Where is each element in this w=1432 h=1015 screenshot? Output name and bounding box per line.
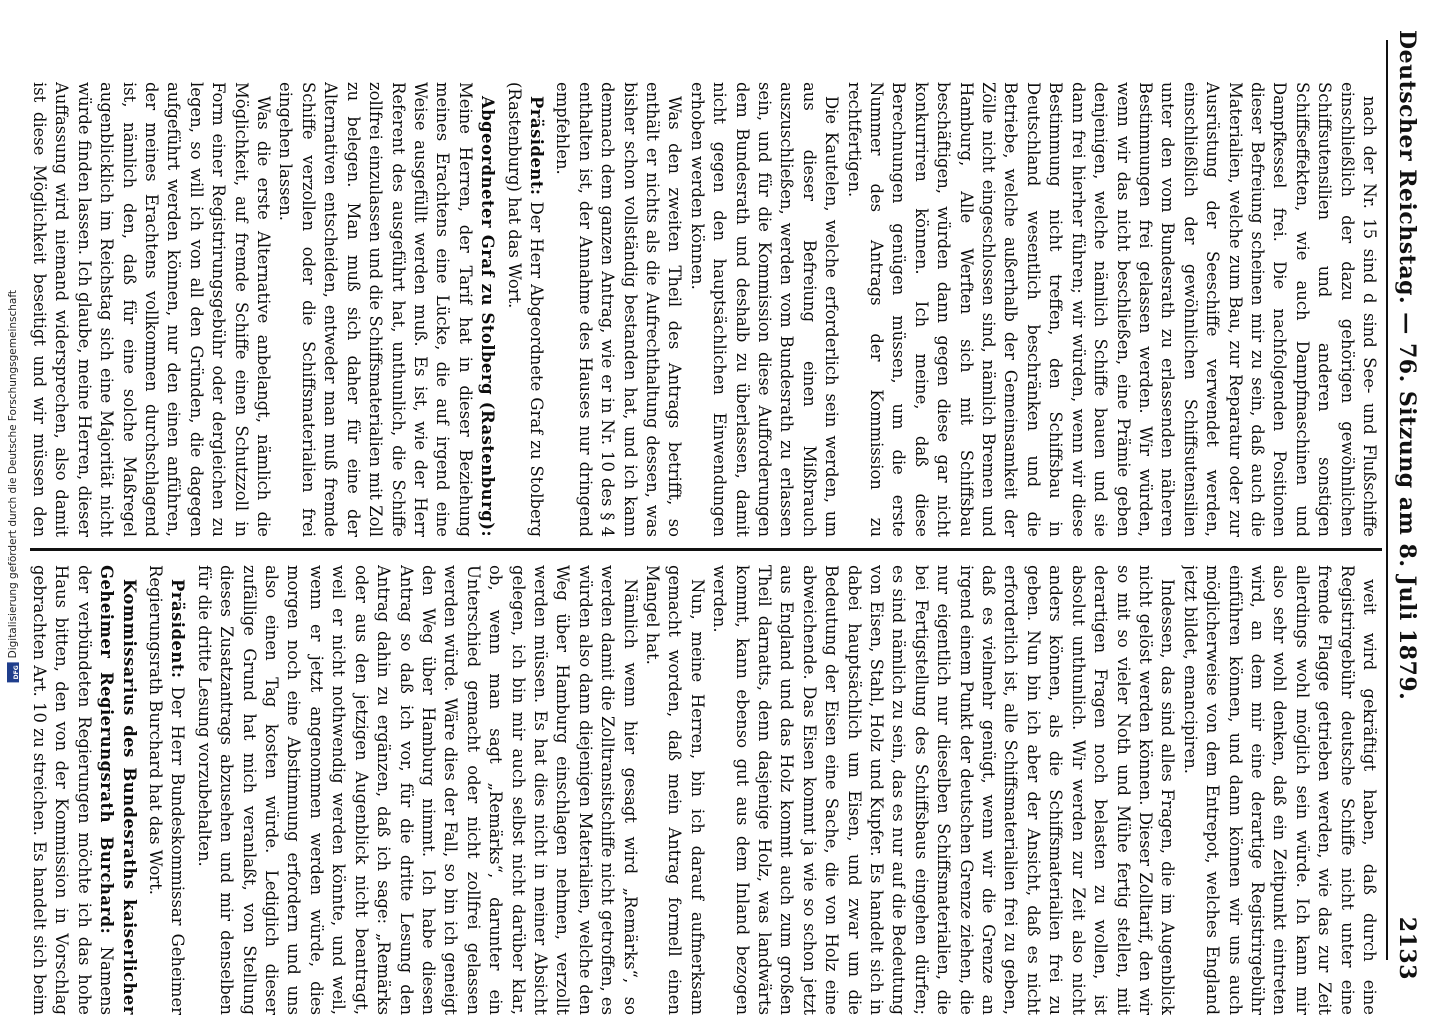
speaker-paragraph bbox=[144, 565, 189, 1015]
credit-text: Digitalisierung gefördert durch die Deutsche Forschungsgemeinschaft bbox=[7, 290, 19, 659]
speech-text: Der Herr Bundeskommissar Geheimer Regierungsrath Burchard hat das Wort. bbox=[146, 565, 188, 1015]
paragraph: Indessen, das sind alles Fragen, die im Augenblick nicht gelöst werden können. Dieser Zolltarif, den wir so mit so vieler Noth und Mühe fertig stellen, mit derartigen Fragen noch belasten zu wollen, ist absolut unthunlich. Wir werden zur Zeit also nicht anders können, als die Schiffsmaterialien frei zu geben. Nun bin ich aber der Ansicht, daß es nicht erforderlich ist, alle Schiffsmaterialien frei zu geben, daß es vielmehr genügt, wenn wir die Grenze an irgend einem Punkt der deutschen Grenze ziehen, die nur eigentlich nur dieselben Schiffsmaterialien, die bei Fertigstellung des Schiffsbaus eingehen dürfen; es sind nämlich zu sein, das es nur auf die Bedeutung von Eisen, Stahl, Holz und Kupfer. Es handelt sich in dabei hauptsächlich um Eisen, und zwar um die Bedeutung der Eisen eine Sache, die von Holz eine abweichende. Das Eisen kommt ja wie so schon jetzt aus England und das Holz kommt auch zum großen Theil darnatts, denn dasjenige Holz, was landwärts kommt, kann ebenso gut aus dem Inland bezogen werden. bbox=[710, 565, 1178, 1015]
digitization-credit bbox=[4, 290, 22, 682]
speaker-paragraph bbox=[274, 82, 498, 537]
speech-text: Namens der verbündeten Regierungen möchte ich das hohe Haus bitten, den von der Kommission in Vorschlag gebrachten Art. 10 zu streichen. Es handelt sich beim bbox=[30, 565, 117, 1015]
speech-text: Der Herr Abgeordnete Graf zu Stolberg (Rastenburg) hat das Wort. bbox=[504, 82, 546, 537]
page-number: 2133 bbox=[1394, 916, 1420, 980]
paragraph: Nun, meine Herren, bin ich darauf aufmerksam gemacht worden, daß mein Antrag formell einen Mangel hat. bbox=[643, 565, 707, 1015]
running-head-title: Deutscher Reichstag. — 76. Sitzung am 8. Juli 1879. bbox=[1394, 30, 1420, 701]
header-rule bbox=[1386, 40, 1388, 960]
paragraph: nach der Nr. 15 sind d sind See- und Flußschiffe einschließlich der dazu gehörigen gewöhnlichen Schiffsutensilien und anderen sonstigen Schiffseffekten, wie auch Dampfmaschinen und Dampfkessel frei. Die nachfolgenden Positionen dieser Befreiung scheinen mir zu sein, daß auch die Materialien, welche zum Bau, zur Reparatur oder zur Ausrüstung der Seeschiffe verwendet werden, einschließlich der gewöhnlichen Schiffsutensilien unter den vom Bundesrath zu erlassenden näheren Bestimmungen frei gelassen werden. Wir würden, wenn wir das nicht beschließen, eine Prämie geben denjenigen, welche nämlich Schiffe bauen und sie dann frei hierher führen; wir würden, wenn wir diese Bestimmung nicht treffen, den Schiffsbau in Deutschland wesentlich beschränken und die Betriebe, welche außerhalb der Gemeinsamkeit der Zölle nicht eingeschlossen sind, nämlich Bremen und Hamburg, Alle Werften sich mit Schiffsbau beschäftigen, würden dann gegen diese gar nicht konkurriren können. Ich meine, daß diese Berechnungen genügen müssen, um die erste Nummer des Antrags der Kommission zu rechtfertigen. bbox=[844, 82, 1379, 537]
left-column bbox=[30, 82, 1380, 537]
speaker-paragraph bbox=[30, 565, 140, 1015]
speaker-name: Kommissarius des Bundesraths kaiserlicher Geheimer Regierungsrath Burchard: bbox=[97, 565, 139, 1015]
speaker-name: Präsident: bbox=[526, 96, 546, 196]
running-head bbox=[1392, 30, 1422, 980]
right-column bbox=[30, 565, 1380, 1015]
paragraph: weit wird gekräftigt haben, daß durch eine Registrirgebühr deutsche Schiffe nicht unter eine fremde Flagge getrieben werden, wie das zur Zeit allerdings wohl möglich sein würde. Ich kann mir also sehr wohl denken, daß ein Zeitpunkt eintreten wird, an dem mir eine derartige Registrirgebühr einführen können, und dann können wir uns auch möglicherweise von dem Entrepot, welches England jetzt bildet, emancipiren. bbox=[1180, 565, 1379, 1015]
paragraph: Was den zweiten Theil des Antrags betrifft, so enthält er nichts als die Aufrechthaltung dessen, was bisher schon vollständig bestanden hat, und ich kann demnach dem ganzen Antrag, wie er in Nr. 10 des § 4 enthalten ist, der Annahme des Hauses nur dringend empfehlen. bbox=[553, 82, 685, 537]
speaker-name: Abgeordneter Graf zu Stolberg (Rastenburg): bbox=[478, 96, 498, 537]
paragraph: Was die erste Alternative anbelangt, nämlich die Möglichkeit, auf fremde Schiffe einen Schutzzoll in Form einer Registrirungsgebühr oder dergleichen zu legen, so will ich von all den Gründen, die dagegen aufgeführt werden können, nur den einen anführen, der meines Erachtens vollkommen durchschlagend ist, nämlich den, daß für eine solche Maßregel augenblicklich im Reichstag sich eine Majorität nicht würde finden lassen. Ich glaube, meine Herren, dieser Auffassung wird niemand widersprechen, also damit ist diese Möglichkeit beseitigt und wir müssen den bbox=[30, 82, 274, 537]
speech-text: Meine Herren, der Tarif hat in dieser Beziehung meines Erachtens eine Lücke, die auf irgend eine Weise ausgefüllt werden muß. Es ist, wie der Herr Referent des ausgeführt hat, unthunlich, die Schiffe zollfrei einzulassen und die Schiffsmaterialien mit Zoll zu belegen. Man muß sich daher für eine der Alternativen entscheiden, entweder man muß fremde Schiffe verzollen oder die Schiffsmaterialien frei eingehen lassen. bbox=[276, 82, 475, 537]
column-divider bbox=[30, 548, 1382, 551]
dfg-logo: DFG bbox=[7, 662, 19, 682]
paragraph: Nämlich wenn hier gesagt wird „Remärks“, so werden damit die Zolltransitschiffe nicht getroffen, es würden also dann diejenigen Materialien, welche den Weg über Hamburg einschlagen nehmen, verzollt werden müssen. Es hat dies nicht in meiner Absicht gelegen, ich bin mir auch selbst nicht darüber klar, ob, wenn man sagt „Remärks“, darunter ein Unterschied gemacht oder nicht zollfrei gelassen werden würde. Wäre dies der Fall, so bin ich geneigt den Weg über Hamburg nimmt. Ich habe diesen Antrag so daß ich vor, für die dritte Lesung den Antrag dahin zu ergänzen, daß ich sage: „Remärks oder aus den jetzigen Augenblick nicht beantragt, weil er nicht nothwendig werden könnte, und weil, wenn er jetzt angenommen werden würde, dies morgen noch eine Abstimmung erfordern und uns also einen Tag kosten würde. Lediglich dieser zufällige Grund hat mich veranlaßt, von Stellung dieses Zusatzantrags abzusehen und mir denselben für die dritte Lesung vorzubehalten. bbox=[194, 565, 640, 1015]
paragraph: Die Kautelen, welche erforderlich sein werden, um aus dieser Befreiung einen Mißbrauch auszuschließen, werden vom Bundesrath zu erlassen sein, und für die Kommission diese Aufforderungen dem Bundesrath und deshalb zu überlassen, damit nicht gegen den hauptsächlichen Einwendungen erhoben werden können. bbox=[687, 82, 842, 537]
speaker-name: Präsident: bbox=[168, 579, 188, 679]
speaker-paragraph bbox=[502, 82, 547, 537]
